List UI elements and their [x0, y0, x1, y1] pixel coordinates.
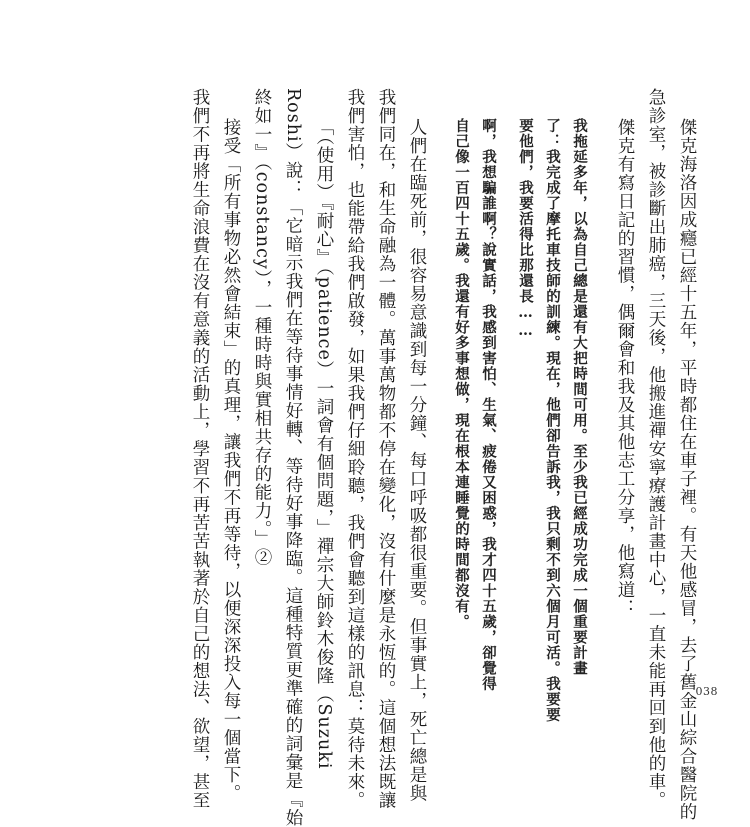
page-number: 038: [695, 685, 718, 698]
body-line: Roshi）說：「它暗示我們在等待事情好轉、等待好事降臨。這種特質更準確的詞彙是『始: [283, 88, 303, 827]
quote-line: 啊，我想騙誰啊？說實話，我感到害怕、生氣、疲倦又困惑，我才四十五歲，卻覺得: [480, 118, 497, 692]
quote-line: 要他們，我要活得比那還長……: [517, 118, 534, 340]
body-line: 終如一』（constancy），一種時時與實相共存的能力。」②: [252, 88, 272, 567]
body-line: 我們同在，和生命融為一體。萬事萬物都不停在變化，沒有什麼是永恆的。這個想法既讓: [376, 88, 396, 810]
vertical-text-block: [177, 88, 697, 827]
body-line: 我們害怕，也能帶給我們啟發，如果我們仔細聆聽，我們會聽到這樣的訊息：莫待未來。: [345, 88, 365, 810]
quote-line: 自己像一百四十五歲。我還有好多事想做，現在根本連睡覺的時間都沒有。: [453, 118, 470, 630]
quote-line: 我拖延多年，以為自己總是還有大把時間可用。至少我已經成功完成一個重要計畫: [571, 118, 588, 676]
body-line: 我們不再將生命浪費在沒有意義的活動上，學習不再苦苦執著於自己的想法、欲望，甚至: [190, 88, 210, 810]
body-line: 「（使用）『耐心』（patience）一詞會有個問題，」禪宗大師鈴木俊隆（Suzuki: [314, 118, 334, 770]
body-line: 接受「所有事物必然會結束」的真理，讓我們不再等待，以便深深投入每一個當下。: [221, 118, 241, 803]
quote-line: 了：我完成了摩托車技師的訓練。現在，他們卻告訴我，我只剩不到六個月可活。我要要: [544, 118, 561, 723]
body-line: 傑克海洛因成癮已經十五年，平時都住在車子裡。有天他感冒，去了舊金山綜合醫院的: [677, 118, 697, 821]
body-line: 人們在臨死前，很容易意識到每一分鐘、每口呼吸都很重要。但事實上，死亡總是與: [407, 118, 427, 803]
body-line: 急診室，被診斷出肺癌，三天後，他搬進禪安寧療護計畫中心，一直未能再回到他的車。: [646, 88, 666, 810]
body-line: 傑克有寫日記的習慣，偶爾會和我及其他志工分享，他寫道：: [615, 118, 635, 618]
